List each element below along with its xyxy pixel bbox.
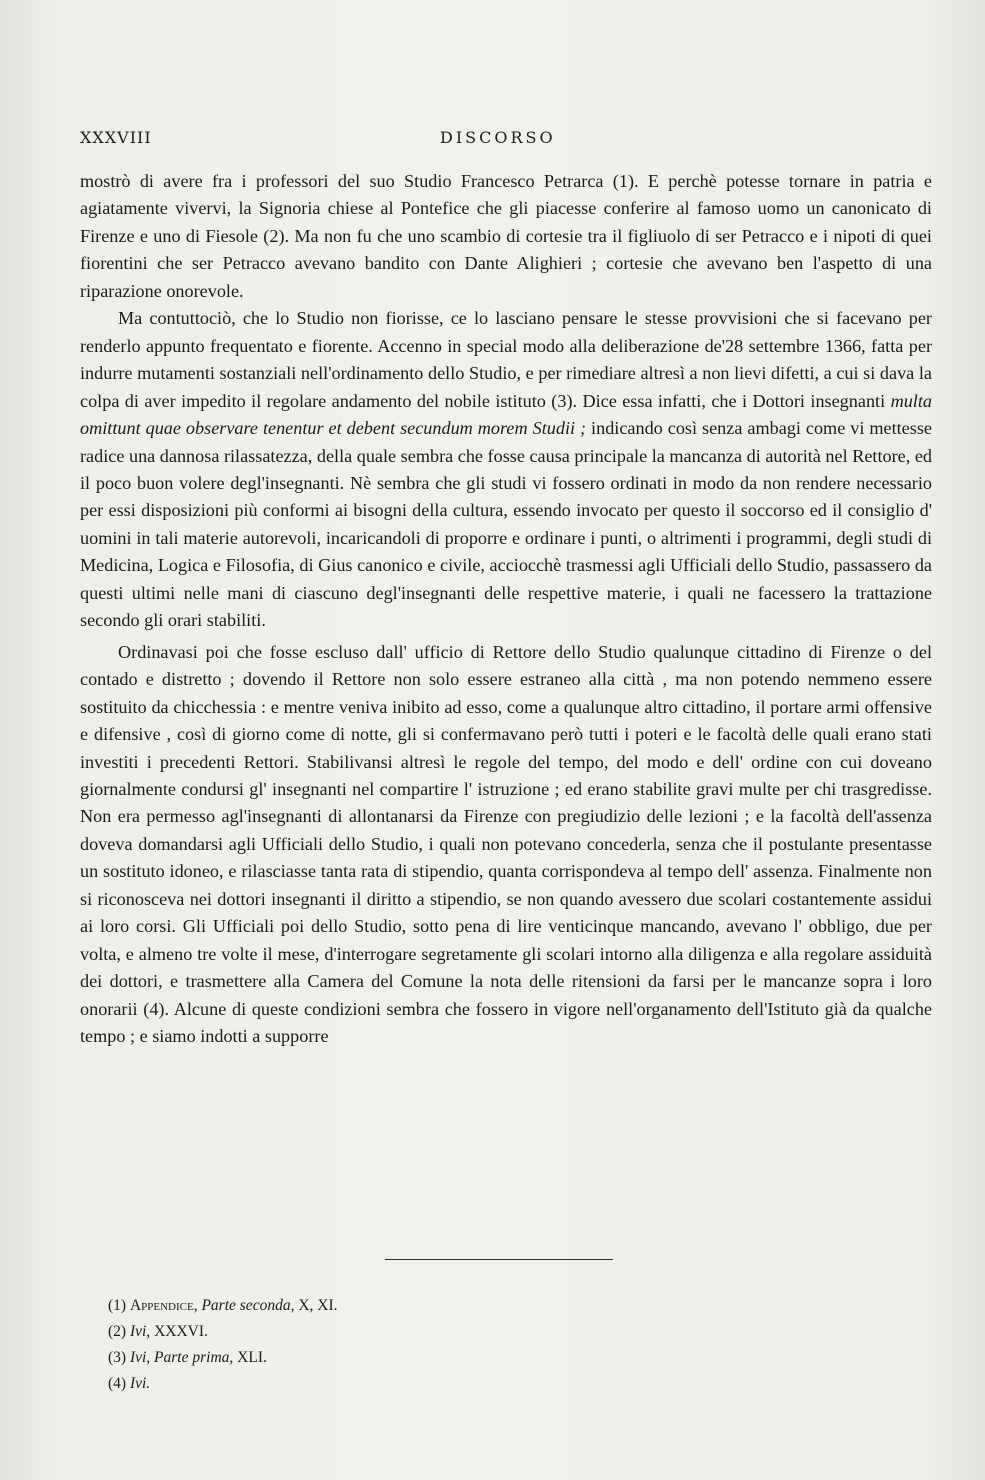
running-title: DISCORSO bbox=[440, 128, 556, 147]
footnote-ref: XXXVI. bbox=[150, 1323, 208, 1340]
footnote-number: (3) bbox=[108, 1349, 127, 1366]
footnote-3 bbox=[108, 1345, 338, 1371]
page-header bbox=[80, 128, 922, 152]
footnotes bbox=[108, 1293, 338, 1397]
footnote-italic: Ivi, bbox=[126, 1323, 151, 1340]
footnote-2 bbox=[108, 1319, 338, 1345]
paragraph-2-part-b: indicando così senza ambagi come vi mettesse radice una dannosa rilassatezza, della quale sembra che fosse causa principale la mancanza di autorità nel Rettore, ed il poco buon volere degl'insegnanti. Nè sembra che gli studi vi fossero ordinati in modo da non rendere necessario per essi disposizioni più conformi ai bisogni della cultura, essendo invocato per questo il soccorso ed il consiglio d' uomini in tali materie autorevoli, incaricandoli di proporre e ordinare i punti, o altrimenti i programmi, degli studi di Medicina, Logica e Filosofia, di Gius canonico e civile, acciocchè trasmessi agli Ufficiali dello Studio, passassero da questi ultimi nelle mani di ciascuno degl'insegnanti delle respettive materie, i quali ne facessero la trattazione secondo gli orari stabiliti. bbox=[80, 418, 932, 631]
footnote-italic: Ivi, Parte prima, bbox=[126, 1349, 234, 1366]
paragraph-3: Ordinavasi poi che fosse escluso dall' ufficio di Rettore dello Studio qualunque cittadino di Firenze o del contado e distretto ; dovendo il Rettore non solo essere estraneo alla città , ma non potendo nemmeno essere sostituito da chicchessia : e mentre veniva inibito ad esso, come a qualunque altro cittadino, il portare armi offensive e difensive , così di giorno come di notte, gli si confermavano però tutti i poteri e le facoltà delle quali erano stati investiti i precedenti Rettori. Stabilivansi altresì le regole del tempo, del modo e dell' ordine con cui doveano giornalmente condursi gl' insegnanti nel compartire l' istruzione ; ed erano stabilite gravi multe per chi trasgredisse. Non era permesso agl'insegnanti di allontanarsi da Firenze con pregiudizio delle lezioni ; e la facoltà dell'assenza doveva domandarsi agli Ufficiali dello Studio, i quali non potevano concederla, senza che il postulante presentasse un sostituto idoneo, e rilasciasse tanta rata di stipendio, quanta corrispondeva al tempo dell' assenza. Finalmente non si riconosceva nei dottori insegnanti il diritto a stipendio, se non quando avessero due scolari costantemente assidui ai loro corsi. Gli Ufficiali poi dello Studio, sotto pena di lire venticinque mancando, avevano l' obbligo, due per volta, e almeno tre volte il mese, d'interrogare segretamente gli scolari intorno alla diligenza e alla regolare assiduità dei dottori, e trasmettere alla Camera del Comune la nota delle ritensioni da farsi per le mancanze sopra i loro onorarii (4). Alcune di queste condizioni sembra che fossero in vigore nell'organamento dell'Istituto già da qualche tempo ; e siamo indotti a supporre bbox=[80, 641, 932, 1047]
page-number: XXXVIII bbox=[80, 128, 152, 147]
footnote-ref: X, XI. bbox=[294, 1297, 338, 1314]
body-text bbox=[80, 168, 932, 1051]
footnote-divider bbox=[385, 1259, 613, 1260]
footnote-4 bbox=[108, 1371, 338, 1397]
latin-quote: multa omittunt quae observare tenentur et debent secundum morem Studii ; bbox=[80, 390, 932, 439]
paragraph-2-part-a: Ma contuttociò, che lo Studio non fiorisse, ce lo lasciano pensare le stesse provvisioni che si facevano per renderlo appunto frequentato e fiorente. Accenno in special modo alla deliberazione de'28 settembre 1366, fatta per indurre mutamenti sostanziali nell'ordinamento dello Studio, e per rimediare altresì a non lievi difetti, a cui si dava la colpa di aver impedito il regolare andamento del nobile istituto (3). Dice essa infatti, che i Dottori insegnanti bbox=[80, 308, 932, 411]
footnote-number: (4) bbox=[108, 1375, 127, 1392]
paragraph-2 bbox=[80, 305, 932, 634]
paragraph-1: mostrò di avere fra i professori del suo Studio Francesco Petrarca (1). E perchè potesse tornare in patria e agiatamente vivervi, la Signoria chiese al Pontefice che gli piacesse conferire al famoso uomo un canonicato di Firenze e uno di Fiesole (2). Ma non fu che uno scambio di cortesie tra il figliuolo di ser Petracco e i nipoti di quei fiorentini che ser Petracco avevano bandito con Dante Alighieri ; cortesie che avevano ben l'aspetto di una riparazione onorevole. bbox=[80, 171, 932, 301]
footnote-italic: Ivi. bbox=[126, 1375, 151, 1392]
footnote-ref: XLI. bbox=[233, 1349, 267, 1366]
footnote-number: (2) bbox=[108, 1323, 127, 1340]
footnote-source: Appendice, bbox=[129, 1297, 198, 1314]
footnote-1 bbox=[108, 1293, 338, 1319]
footnote-number: (1) bbox=[108, 1297, 127, 1314]
footnote-italic: Parte seconda, bbox=[197, 1297, 295, 1314]
